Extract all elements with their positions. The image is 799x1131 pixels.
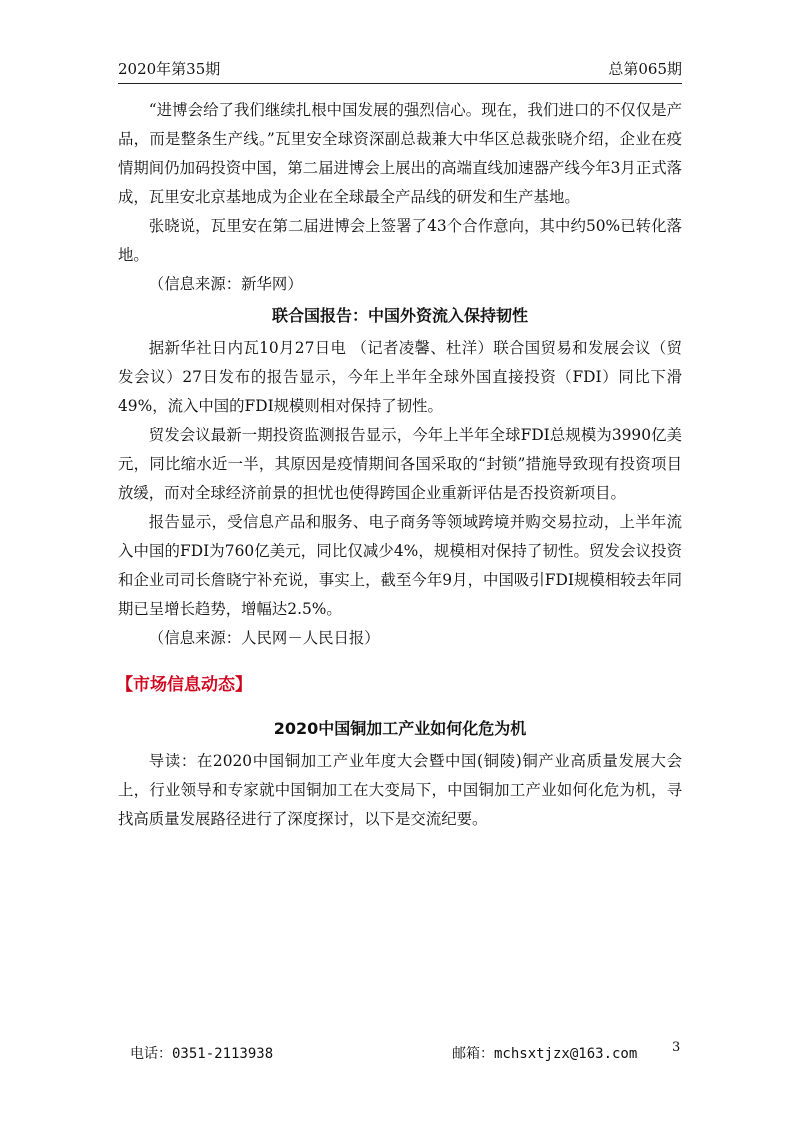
paragraph: 报告显示，受信息产品和服务、电子商务等领域跨境并购交易拉动，上半年流入中国的FDI为760亿美元，同比仅减少4%，规模相对保持了韧性。贸发会议投资和企业司司长詹晓宁补充说，事实上，截至今年9月，中国吸引FDI规模相较去年同期已呈增长趋势，增幅达2.5%。 [118,513,682,618]
paragraph: 张晓说，瓦里安在第二届进博会上签署了43个合作意向，其中约50%已转化落地。 [118,217,682,264]
page-content [118,96,682,834]
page-header [118,54,682,80]
section-heading-market-info: 【市场信息动态】 [116,675,252,695]
page-number: 3 [672,1040,681,1055]
paragraph: “进博会给了我们继续扎根中国发展的强烈信心。现在，我们进口的不仅仅是产品，而是整条生产线。”瓦里安全球资深副总裁兼大中华区总裁张晓介绍，企业在疫情期间仍加码投资中国，第二届进博会上展出的高端直线加速器产线今年3月正式落成，瓦里安北京基地成为企业在全球最全产品线的研发和生产基地。 [118,101,682,206]
paragraph: 导读：在2020中国铜加工产业年度大会暨中国(铜陵)铜产业高质量发展大会上，行业领导和专家就中国铜加工在大变局下，中国铜加工产业如何化危为机，寻找高质量发展路径进行了深度探讨，以下是交流纪要。 [118,752,682,828]
article-title: 联合国报告：中国外资流入保持韧性 [271,306,528,325]
total-issue-number: 总第065期 [608,60,682,78]
article-un-report [118,301,682,653]
paragraph: 贸发会议最新一期投资监测报告显示，今年上半年全球FDI总规模为3990亿美元，同比缩水近一半，其原因是疫情期间各国采取的“封锁”措施导致现有投资项目放缓，而对全球经济前景的担忧也使得跨国企业重新评估是否投资新项目。 [118,426,682,502]
source-note: （信息来源：人民网－人民日报） [148,629,380,647]
source-note: （信息来源：新华网） [148,275,303,293]
article-title: 2020中国铜加工产业如何化危为机 [273,719,527,738]
paragraph: 据新华社日内瓦10月27日电 （记者凌馨、杜洋）联合国贸易和发展会议（贸发会议）27日发布的报告显示，今年上半年全球外国直接投资（FDI）同比下滑49%，流入中国的FDI规模则相对保持了韧性。 [118,339,682,415]
header-rule [118,83,682,84]
footer-phone: 电话：0351-2113938 [130,1046,274,1062]
issue-number: 2020年第35期 [118,60,221,78]
footer-email: 邮箱：mchsxtjzx@163.com [452,1046,638,1062]
article-copper-industry [118,714,682,834]
article-varian [118,96,682,299]
